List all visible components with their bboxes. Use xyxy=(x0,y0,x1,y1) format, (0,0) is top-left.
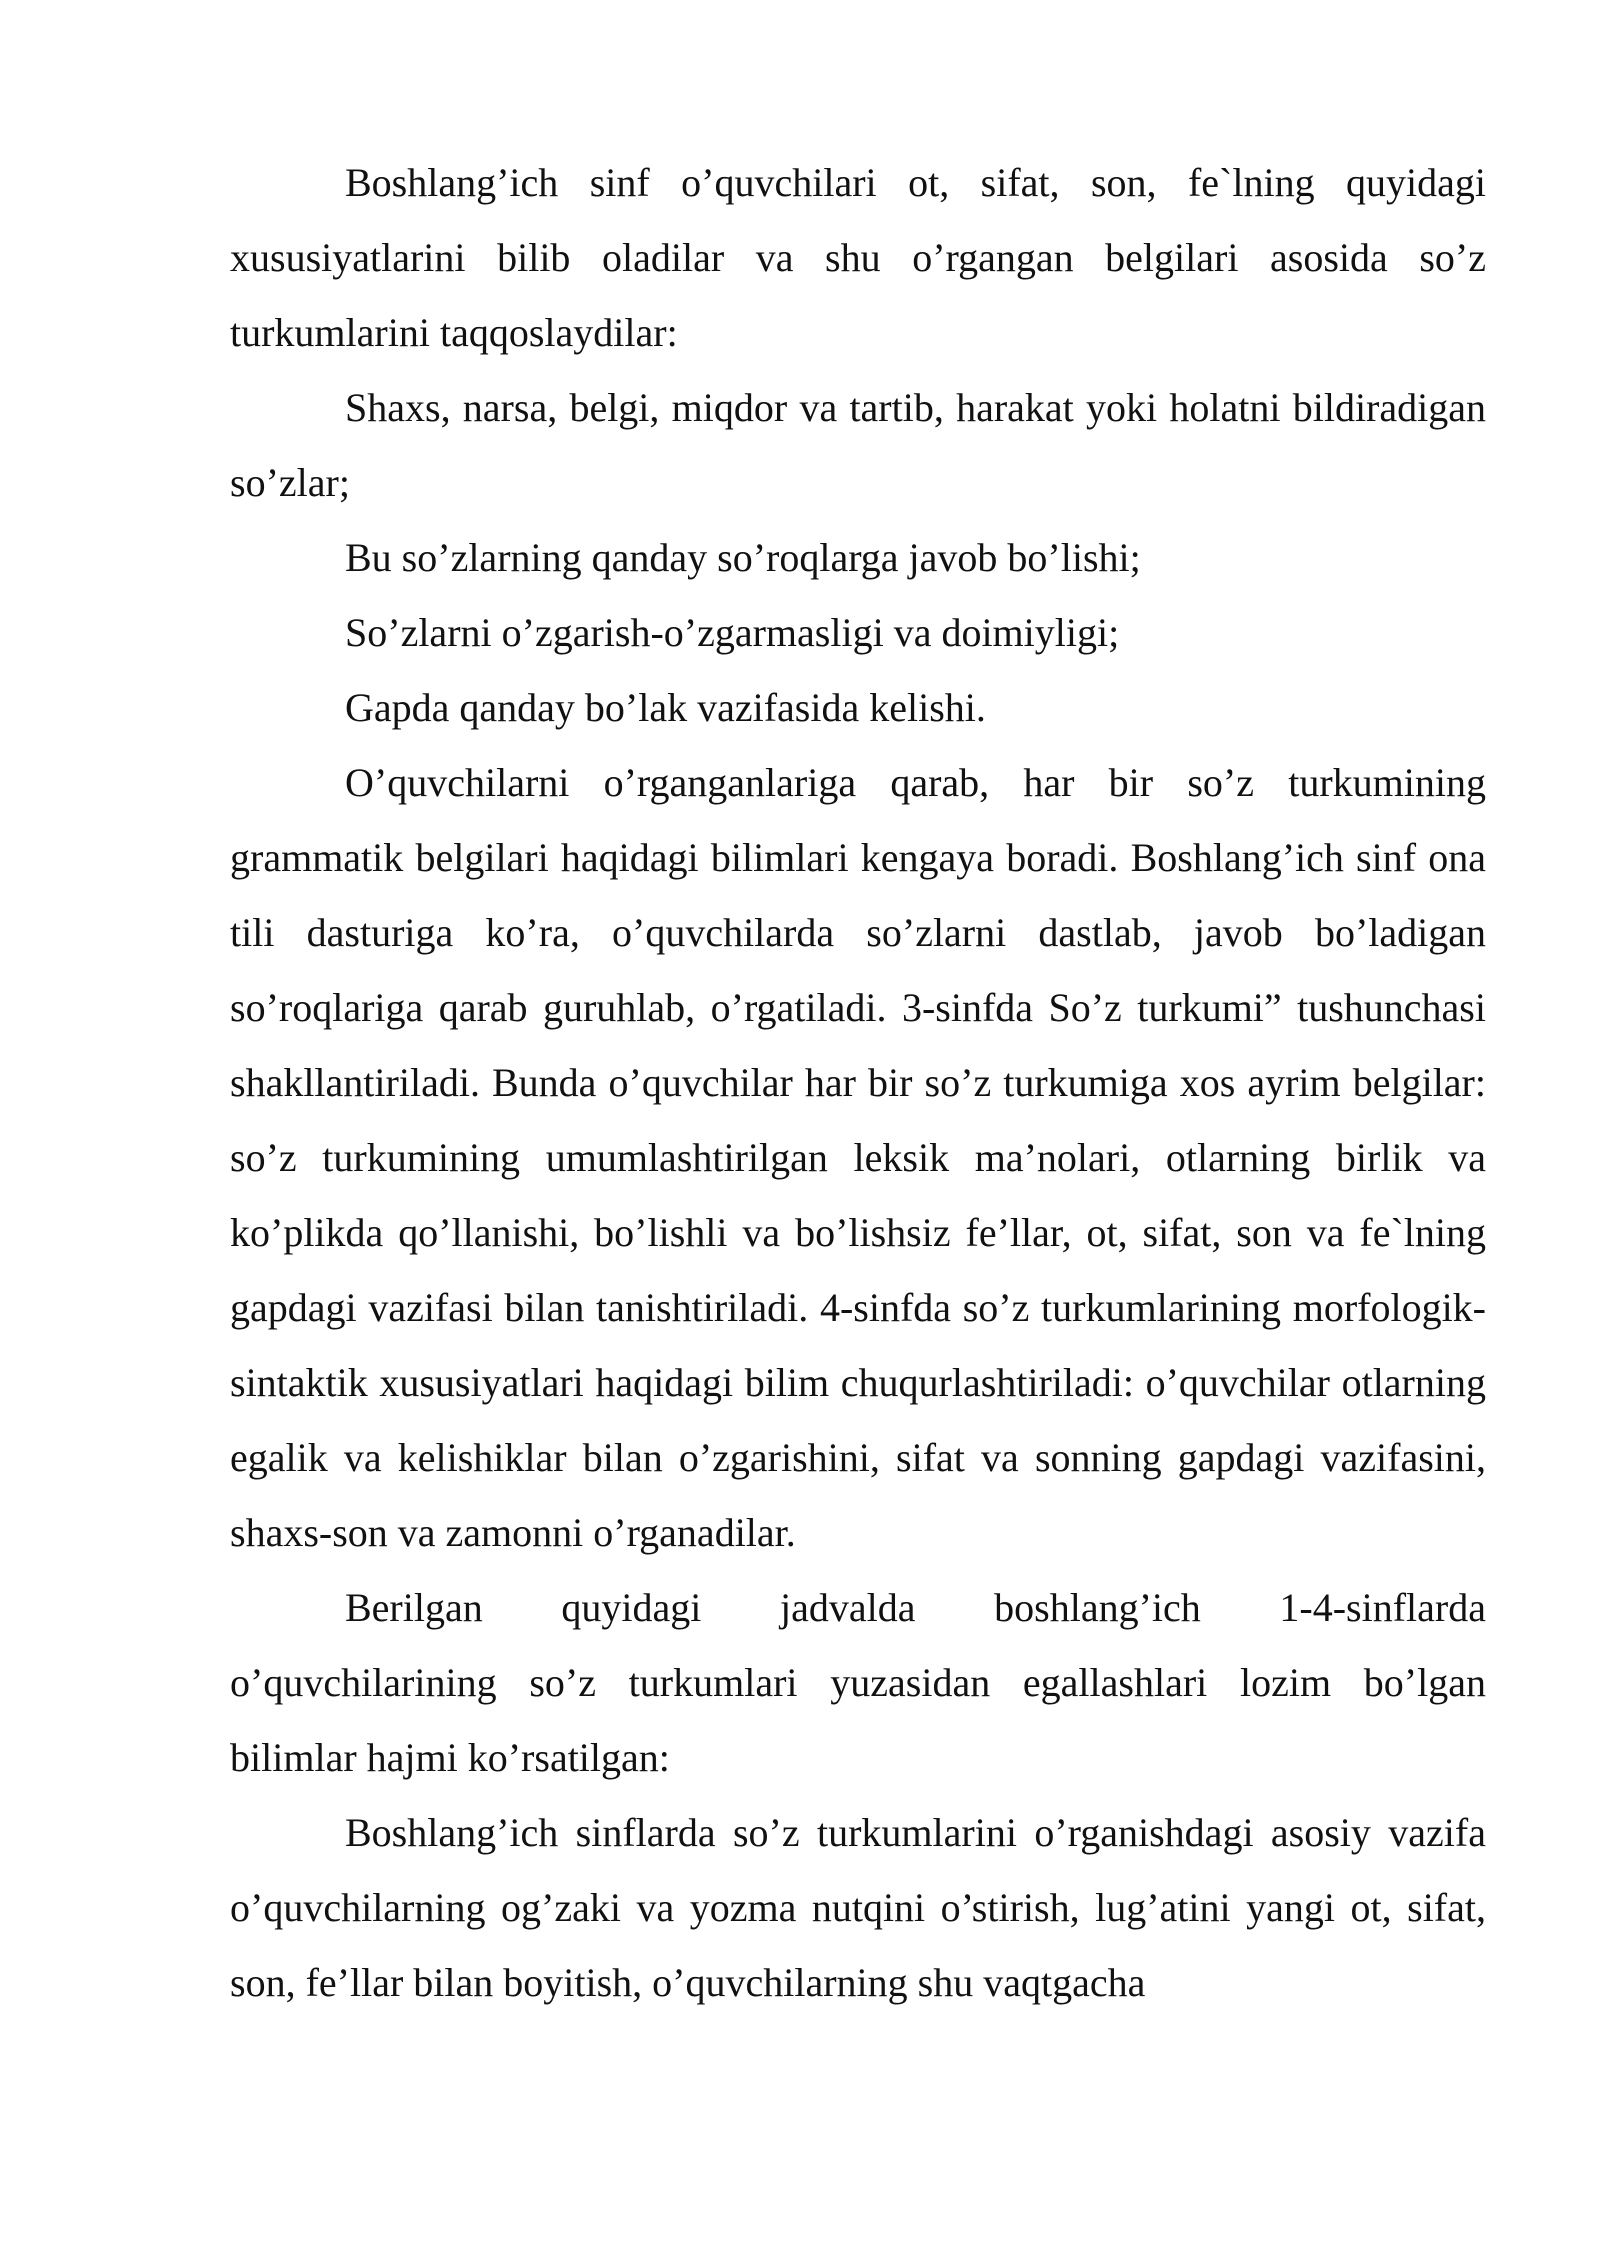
document-body xyxy=(230,145,1486,2020)
paragraph-item-questions: Bu so’zlarning qanday so’roqlarga javob bo’lishi; xyxy=(345,535,1141,580)
paragraph-table-intro: Berilgan quyidagi jadvalda boshlang’ich 1-4-sinflarda o’quvchilarining so’z turkumlari yuzasidan egallashlari lozim bo’lgan bilimlar hajmi ko’rsatilgan: xyxy=(230,1585,1486,1780)
paragraph-item-meaning: Shaxs, narsa, belgi, miqdor va tartib, harakat yoki holatni bildiradigan so’zlar; xyxy=(230,385,1486,505)
paragraph-item-changeability: So’zlarni o’zgarish-o’zgarmasligi va doimiyligi; xyxy=(345,610,1120,655)
paragraph-main-task: Boshlang’ich sinflarda so’z turkumlarini o’rganishdagi asosiy vazifa o’quvchilarning og’zaki va yozma nutqini o’stirish, lug’atini yangi ot, sifat, son, fe’llar bilan boyitish, o’quvchilarning shu vaqtgacha xyxy=(230,1810,1486,2005)
paragraph-item-sentence-role: Gapda qanday bo’lak vazifasida kelishi. xyxy=(345,685,986,730)
paragraph-grammar-knowledge: O’quvchilarni o’rganganlariga qarab, har bir so’z turkumining grammatik belgilari haqidagi bilimlari kengaya boradi. Boshlang’ich sinf ona tili dasturiga ko’ra, o’quvchilarda so’zlarni dastlab, javob bo’ladigan so’roqlariga qarab guruhlab, o’rgatiladi. 3-sinfda So’z turkumi” tushunchasi shakllantiriladi. Bunda o’quvchilar har bir so’z turkumiga xos ayrim belgilar: so’z turkumining umumlashtirilgan leksik ma’nolari, otlarning birlik va ko’plikda qo’llanishi, bo’lishli va bo’lishsiz fe’llar, ot, sifat, son va fe`lning gapdagi vazifasi bilan tanishtiriladi. 4-sinfda so’z turkumlarining morfologik-sintaktik xususiyatlari haqidagi bilim chuqurlashtiriladi: o’quvchilar otlarning egalik va kelishiklar bilan o’zgarishini, sifat va sonning gapdagi vazifasini, shaxs-son va zamonni o’rganadilar. xyxy=(230,760,1486,1555)
paragraph-intro: Boshlang’ich sinf o’quvchilari ot, sifat, son, fe`lning quyidagi xususiyatlarini bilib oladilar va shu o’rgangan belgilari asosida so’z turkumlarini taqqoslaydilar: xyxy=(230,160,1486,355)
